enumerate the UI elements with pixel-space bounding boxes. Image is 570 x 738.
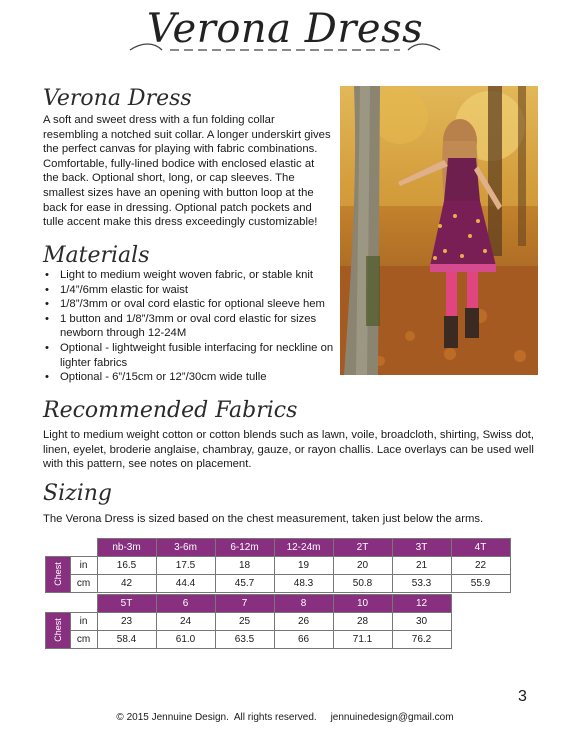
size-header: nb-3m (97, 539, 156, 557)
materials-item: • Optional - 6”/15cm or 12”/30cm wide tulle (43, 370, 339, 385)
unit-cm: cm (70, 631, 97, 649)
table-cell: 66 (274, 631, 333, 649)
table-cell: 26 (274, 613, 333, 631)
sizing-text: The Verona Dress is sized based on the chest measurement, taken just below the arms. (43, 513, 484, 525)
unit-in: in (70, 557, 97, 575)
materials-list (43, 268, 339, 385)
chest-label: Chest (46, 557, 71, 593)
table-cell: 30 (392, 613, 451, 631)
materials-item: • 1/8”/3mm or oval cord elastic for optional sleeve hem (43, 297, 339, 312)
table-cell: 63.5 (215, 631, 274, 649)
page-title: Verona Dress (146, 6, 424, 52)
product-photo (340, 86, 538, 375)
table-cell: 24 (156, 613, 215, 631)
table-cell: 55.9 (451, 575, 510, 593)
page-number: 3 (518, 688, 527, 705)
unit-in: in (70, 613, 97, 631)
size-header: 4T (451, 539, 510, 557)
table-cell: 61.0 (156, 631, 215, 649)
table-cell: 76.2 (392, 631, 451, 649)
sizing-table-1 (45, 538, 511, 593)
table-cell: 42 (97, 575, 156, 593)
materials-item: • 1/4”/6mm elastic for waist (43, 283, 339, 298)
sizing-table-2 (45, 594, 452, 649)
table-cell: 23 (97, 613, 156, 631)
footer-text: © 2015 Jennuine Design. All rights reserved. jennuinedesign@gmail.com (116, 712, 454, 723)
sizing-heading: Sizing (43, 481, 112, 506)
table-cell: 71.1 (333, 631, 392, 649)
table-cell: 25 (215, 613, 274, 631)
size-header: 3-6m (156, 539, 215, 557)
table-cell: 16.5 (97, 557, 156, 575)
table-cell: 18 (215, 557, 274, 575)
size-header: 10 (333, 595, 392, 613)
table-cell: 53.3 (392, 575, 451, 593)
size-header: 7 (215, 595, 274, 613)
table-row (46, 613, 452, 631)
recommended-text: Light to medium weight cotton or cotton blends such as lawn, voile, broadcloth, shirting, Swiss dot, linen, eyelet, broderie anglaise, chambray, gauze, or rayon challis. Lace overlays can be used well with this pattern, see notes on placement. (43, 429, 535, 471)
description-heading: Verona Dress (43, 86, 192, 111)
table-row (46, 631, 452, 649)
size-header: 6 (156, 595, 215, 613)
table-cell: 20 (333, 557, 392, 575)
materials-heading: Materials (43, 243, 150, 268)
size-header: 8 (274, 595, 333, 613)
table-cell: 17.5 (156, 557, 215, 575)
size-header: 12 (392, 595, 451, 613)
table-cell: 44.4 (156, 575, 215, 593)
table-row (46, 557, 511, 575)
materials-item: • 1 button and 1/8”/3mm or oval cord elastic for sizes newborn through 12-24M (43, 312, 339, 341)
table-cell: 48.3 (274, 575, 333, 593)
materials-item: • Optional - lightweight fusible interfacing for neckline on lighter fabrics (43, 341, 339, 370)
recommended-heading: Recommended Fabrics (43, 398, 298, 423)
chest-label: Chest (46, 613, 71, 649)
table-cell: 19 (274, 557, 333, 575)
size-header: 3T (392, 539, 451, 557)
materials-item: • Light to medium weight woven fabric, or stable knit (43, 268, 339, 283)
description-text: A soft and sweet dress with a fun folding collar resembling a notched suit collar. A longer underskirt gives the perfect canvas for playing with fabric combinations. Comfortable, fully-lined bodice with enclosed elastic at the back. Optional short, long, or cap sleeves. The smallest sizes have an opening with button loop at the back for ease in dressing. Optional patch pockets and tulle accent make this dress exceedingly customizable! (43, 114, 331, 229)
table-cell: 50.8 (333, 575, 392, 593)
size-header: 12-24m (274, 539, 333, 557)
table-row (46, 575, 511, 593)
table-cell: 21 (392, 557, 451, 575)
table-cell: 28 (333, 613, 392, 631)
size-header: 6-12m (215, 539, 274, 557)
table-cell: 22 (451, 557, 510, 575)
size-header: 2T (333, 539, 392, 557)
unit-cm: cm (70, 575, 97, 593)
title-flourish-divider (128, 36, 442, 56)
table-cell: 58.4 (97, 631, 156, 649)
table-cell: 45.7 (215, 575, 274, 593)
size-header: 5T (97, 595, 156, 613)
